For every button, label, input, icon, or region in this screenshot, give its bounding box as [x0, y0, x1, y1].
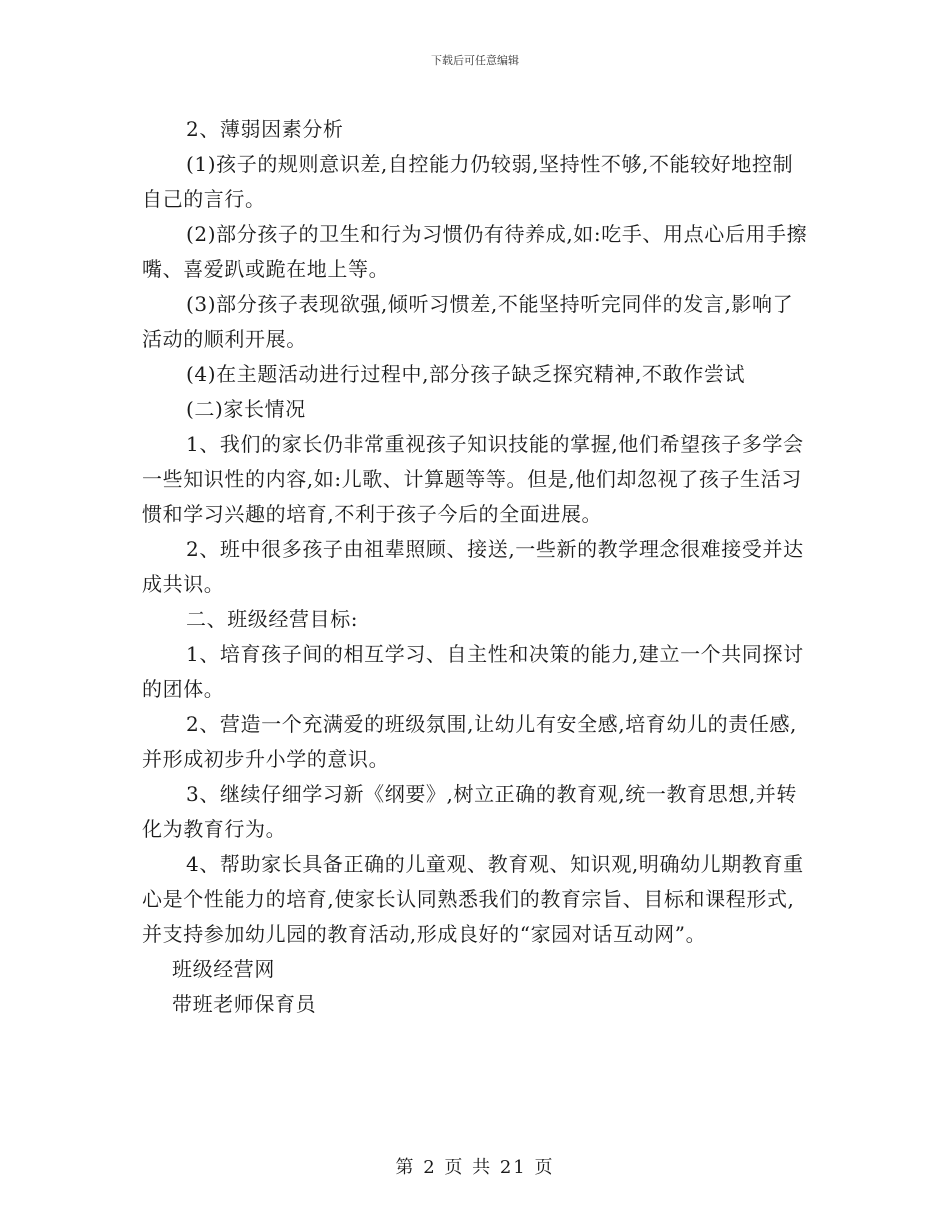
paragraph-weak-factor-1: (1)孩子的规则意识差,自控能力仍较弱,坚持性不够,不能较好地控制自己的言行。 [142, 152, 794, 211]
page-number-footer: 第 2 页 共 21 页 [395, 1157, 555, 1178]
paragraph-teacher-caregiver: 带班老师保育员 [172, 992, 317, 1016]
paragraph-weak-factor-2: (2)部分孩子的卫生和行为习惯仍有待养成,如:吃手、用点心后用手擦嘴、喜爱趴或跪在地上等。 [142, 222, 808, 281]
paragraph-goal-2: 2、营造一个充满爱的班级氛围,让幼儿有安全感,培育幼儿的责任感,并形成初步升小学的意识。 [142, 712, 797, 771]
paragraph-parents-1: 1、我们的家长仍非常重视孩子知识技能的掌握,他们希望孩子多学会一些知识性的内容,如:儿歌、计算题等等。但是,他们却忽视了孩子生活习惯和学习兴趣的培育,不利于孩子今后的全面进展。 [142, 432, 804, 526]
paragraph-class-network: 班级经营网 [172, 957, 275, 981]
paragraph-goal-3: 3、继续仔细学习新《纲要》,树立正确的教育观,统一教育思想,并转化为教育行为。 [142, 782, 797, 841]
document-body [142, 112, 812, 1022]
page-header-note: 下载后可任意编辑 [431, 54, 519, 67]
paragraph-goal-4: 4、帮助家长具备正确的儿童观、教育观、知识观,明确幼儿期教育重心是个性能力的培育,使家长认同熟悉我们的教育宗旨、目标和课程形式,并支持参加幼儿园的教育活动,形成良好的“家园对话互动网”。 [142, 852, 804, 946]
paragraph-goal-1: 1、培育孩子间的相互学习、自主性和决策的能力,建立一个共同探讨的团体。 [142, 642, 804, 701]
paragraph-weak-factor-3: (3)部分孩子表现欲强,倾听习惯差,不能坚持听完同伴的发言,影响了活动的顺利开展。 [142, 292, 794, 351]
paragraph-weak-factor-4: (4)在主题活动进行过程中,部分孩子缺乏探究精神,不敢作尝试 [186, 362, 746, 386]
paragraph-goals-heading: 二、班级经营目标: [186, 607, 359, 631]
paragraph-weak-factors-heading: 2、薄弱因素分析 [186, 117, 344, 141]
paragraph-parents-2: 2、班中很多孩子由祖辈照顾、接送,一些新的教学理念很难接受并达成共识。 [142, 537, 804, 596]
paragraph-parents-heading: (二)家长情况 [186, 397, 306, 421]
